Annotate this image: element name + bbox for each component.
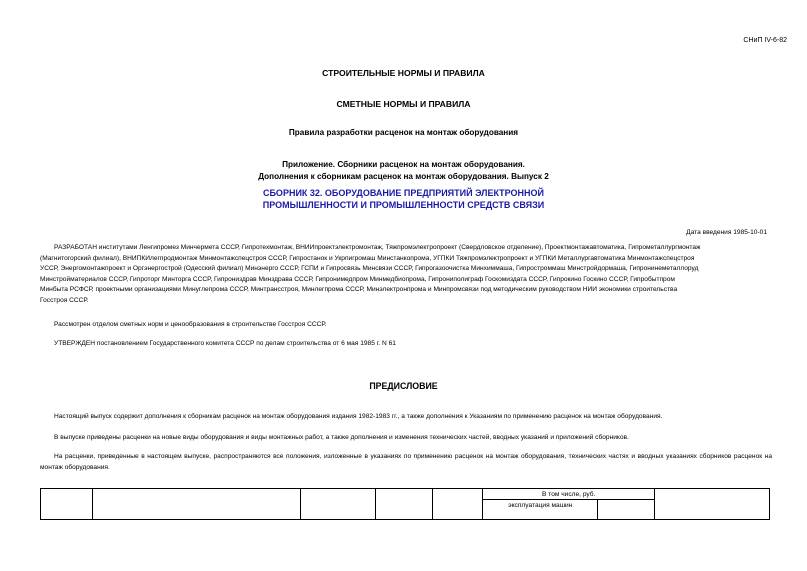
approved-text: УТВЕРЖДЕН постановлением Государственного комитета СССР по делам строительства от 6 мая 1985 г. N 61 xyxy=(54,340,396,347)
preface-paragraph-3 xyxy=(40,452,772,473)
developed-line-1: РАЗРАБОТАН институтами Ленгипромез Минчермета СССР, Гипротехмонтаж, ВНИИпроектэлектромонтаж, Тяжпромэлектропроект (Свердловское отделение), Проектмонтажавтоматика, Гипрометаллургмонтаж xyxy=(54,244,701,251)
approved-paragraph xyxy=(40,339,772,350)
developed-paragraph xyxy=(40,243,772,307)
developed-line-5: Минбыта РСФСР, проектными организациями Минуглепрома СССР, Минтрансстроя, Минлегпрома СССР, Минэлектронпрома и Минпромсвязи под методическим руководством НИИ экономики строительства xyxy=(40,286,678,294)
title-appendix-line-1: Приложение. Сборники расценок на монтаж оборудования. xyxy=(282,160,525,169)
title-appendix xyxy=(0,159,807,183)
preface-text-1: Настоящий выпуск содержит дополнения к сборникам расценок на монтаж оборудования издания 1982-1983 гг., а также дополнения к Указаниям по применению расценок на монтаж оборудования. xyxy=(54,413,663,420)
preface-text-3: На расценки, приведенные в настоящем выпуске, распространяются все положения, изложенные в указаниях по применению расценок на монтаж оборудования, технических частях и вводных указаниях сборников расценок на монтаж оборудования. xyxy=(40,453,772,471)
developed-line-2: (Магнитогорский филиал), ВНИПКИлегпродмонтаж Минмонтажспецстроя СССР, Гипростанок и Укрпигромаш Минстанкопрома, УГПКИ Тяжпромэлектропроект и УГПКИ Металлургавтоматика Минмонтажспецстроя xyxy=(40,254,695,262)
table-col-materials xyxy=(598,500,655,520)
reviewed-text: Рассмотрен отделом сметных норм и ценообразования в строительстве Госстроя СССР. xyxy=(54,321,327,328)
preface-heading: ПРЕДИСЛОВИЕ xyxy=(369,381,438,391)
preface-paragraph-2 xyxy=(40,433,772,444)
title-estimate-norms: СМЕТНЫЕ НОРМЫ И ПРАВИЛА xyxy=(336,99,471,109)
effective-date: Дата введения 1985-10-01 xyxy=(686,229,767,236)
table-col-unit xyxy=(300,489,375,520)
developed-line-6: Госстроя СССР. xyxy=(40,296,89,304)
document-code: СНиП IV-6-82 xyxy=(743,37,787,44)
preface-paragraph-1 xyxy=(40,412,772,423)
table-col-wages xyxy=(433,489,483,520)
collection-title-line-1: СБОРНИК 32. ОБОРУДОВАНИЕ ПРЕДПРИЯТИЙ ЭЛЕКТРОННОЙ xyxy=(262,188,545,198)
page-bottom-mask xyxy=(0,520,807,571)
table-header-machines: эксплуатация машин xyxy=(483,500,598,520)
table-col-name xyxy=(92,489,300,520)
table-header-including: В том числе, руб. xyxy=(483,489,655,500)
preface-text-2: В выпуске приведены расценки на новые виды оборудования и виды монтажных работ, а также дополнения и изменения технических частей, вводных указаний и приложений сборников. xyxy=(54,434,629,441)
collection-title-line-2: ПРОМЫШЛЕННОСТИ И ПРОМЫШЛЕННОСТИ СРЕДСТВ СВЯЗИ xyxy=(262,200,545,210)
title-appendix-line-2: Дополнения к сборникам расценок на монтаж оборудования. Выпуск 2 xyxy=(258,172,549,181)
collection-title xyxy=(0,187,807,211)
table-col-cost xyxy=(375,489,433,520)
developed-line-3: УССР, Энергомонтажпроект и Оргэнергострой (Одесский филиал) Минэнерго СССР, ГСПИ и Гипросвязь Минсвязи СССР, Гипрогазоочистка Минхиммаша, Гипростроммаш Минстройдормаша, Гипронинеметаллоруд xyxy=(40,265,699,273)
reviewed-paragraph xyxy=(40,320,772,331)
developed-line-4: Минстройматериалов СССР, Гипроторг Минторга СССР, Гипрониздрав Минздрава СССР, Гипронимедпром Минмедбиопрома, Гипрониполиграф Госкомиздата СССР, Гипрокино Госкино СССР, Гипробытпром xyxy=(40,275,675,283)
table-col-labor xyxy=(655,489,770,520)
rates-table xyxy=(40,488,770,520)
table-col-code xyxy=(41,489,93,520)
title-rules: Правила разработки расценок на монтаж оборудования xyxy=(288,128,519,137)
title-building-norms: СТРОИТЕЛЬНЫЕ НОРМЫ И ПРАВИЛА xyxy=(322,68,485,78)
